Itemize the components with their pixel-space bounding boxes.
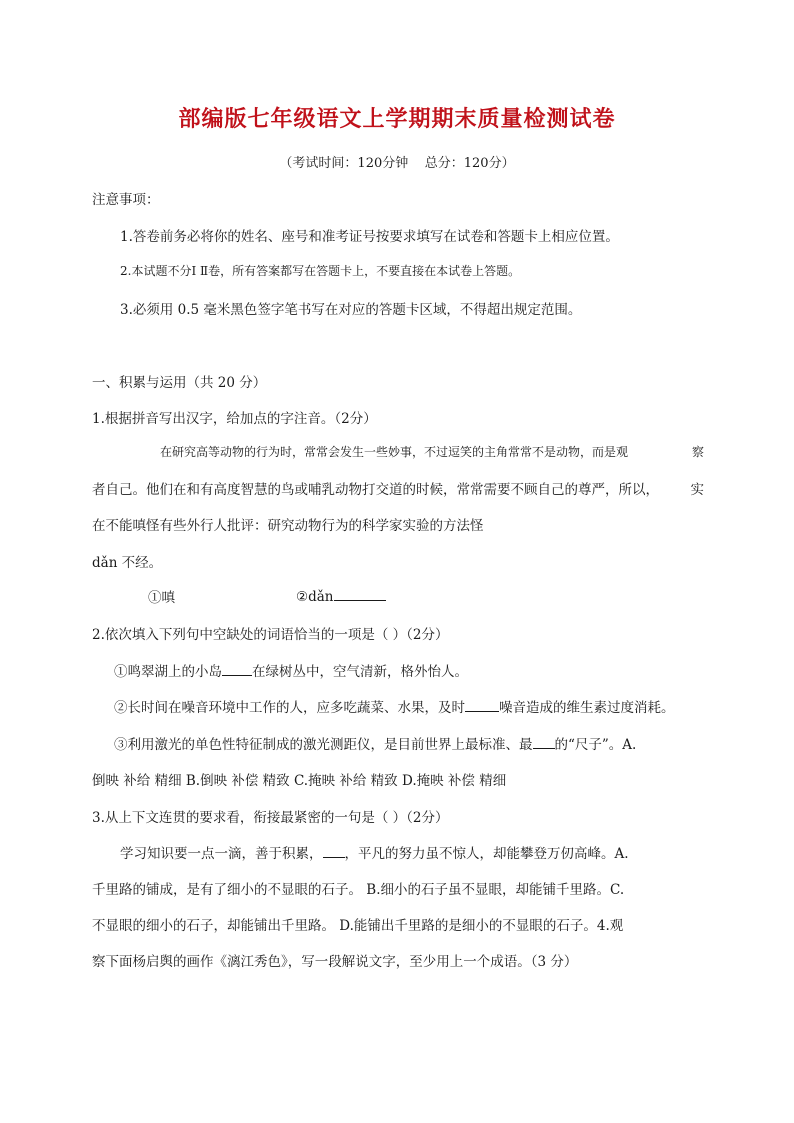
- q3-line-1-part-a: 学习知识要一点一滴，善于积累，: [120, 846, 323, 862]
- blank-1: [222, 661, 252, 676]
- sentence-3-part-b: 的“尺子”。A.: [554, 737, 637, 753]
- notes-heading: 注意事项：: [92, 192, 160, 208]
- blank-2: [465, 697, 499, 712]
- answer-item-a: ①嗔: [148, 590, 175, 606]
- question-3-line-2: 千里路的铺成，是有了细小的不显眼的石子。 B.细小的石子虽不显眼，却能铺千里路。C.: [92, 882, 625, 898]
- sentence-2-part-b: 噪音造成的维生素过度消耗。: [499, 700, 675, 716]
- question-1-prompt: 1.根据拼音写出汉字，给加点的字注音。（2分）: [92, 411, 377, 427]
- passage-line-4: dǎn 不经。: [92, 555, 163, 571]
- question-2-sentence-3: [114, 733, 726, 753]
- question-4-prompt: 察下面杨启舆的画作《漓江秀色》，写一段解说文字，至少用上一个成语。（3 分）: [92, 954, 578, 970]
- page-title: 部编版七年级语文上学期期末质量检测试卷: [178, 107, 616, 132]
- note-item-3: 3.必须用 0.5 毫米黑色签字笔书写在对应的答题卡区域，不得超出规定范围。: [120, 302, 582, 318]
- note-item-2: 2.本试题不分Ⅰ Ⅱ卷，所有答案都写在答题卡上，不要直接在本试卷上答题。: [120, 264, 521, 278]
- answer-item-b: [296, 586, 386, 605]
- answer-item-b-label: ②dǎn: [296, 589, 334, 605]
- passage-line-2: [92, 478, 704, 498]
- question-3-line-3: 不显眼的细小的石子，却能铺出千里路。 D.能铺出千里路的是细小的不显眼的石子。4.观: [92, 918, 624, 934]
- exam-info: （考试时间：120分钟 总分：120分）: [279, 156, 515, 171]
- question-2-options: 倒映 补给 精细 B.倒映 补偿 精致 C.掩映 补给 精致 D.掩映 补偿 精细: [92, 773, 507, 789]
- sentence-2-part-a: ②长时间在噪音环境中工作的人，应多吃蔬菜、水果，及时: [114, 700, 465, 716]
- passage-line-2-text: 者自己。他们在和有高度智慧的鸟或哺乳动物打交道的时候，常常需要不顾自己的尊严，所以，: [92, 482, 659, 498]
- passage-line-1-end: 察: [691, 445, 704, 459]
- passage-line-3: 在不能嗔怪有些外行人批评：研究动物行为的科学家实验的方法怪: [92, 518, 484, 534]
- note-item-1: 1.答卷前务必将你的姓名、座号和准考证号按要求填写在试卷和答题卡上相应位置。: [120, 229, 619, 245]
- passage-line-2-end: 实: [690, 482, 704, 498]
- question-2-prompt: 2.依次填入下列句中空缺处的词语恰当的一项是（ ）（2分）: [92, 627, 449, 643]
- passage-line-1-text: 在研究高等动物的行为时，常常会发生一些妙事，不过逗笑的主角常常不是动物，而是观: [160, 445, 629, 459]
- question-2-sentence-1: [114, 660, 726, 680]
- section-heading: 一、积累与运用（共 20 分）: [92, 375, 267, 391]
- sentence-1-part-b: 在绿树丛中，空气清新，格外怡人。: [252, 664, 468, 680]
- sentence-3-part-a: ③利用激光的单色性特征制成的激光测距仪，是目前世界上最标准、最: [114, 737, 533, 753]
- blank-3: [533, 734, 555, 749]
- answer-blank: [334, 586, 386, 601]
- passage-line-1: [92, 443, 704, 460]
- sentence-1-part-a: ①鸣翠湖上的小岛: [114, 664, 222, 680]
- blank-4: [323, 843, 345, 858]
- question-3-line-1: [120, 842, 732, 862]
- question-3-prompt: 3.从上下文连贯的要求看，衔接最紧密的一句是（ ）（2分）: [92, 810, 449, 826]
- q3-line-1-part-b: ，平凡的努力虽不惊人，却能攀登万仞高峰。A.: [344, 846, 629, 862]
- question-2-sentence-2: [114, 696, 726, 716]
